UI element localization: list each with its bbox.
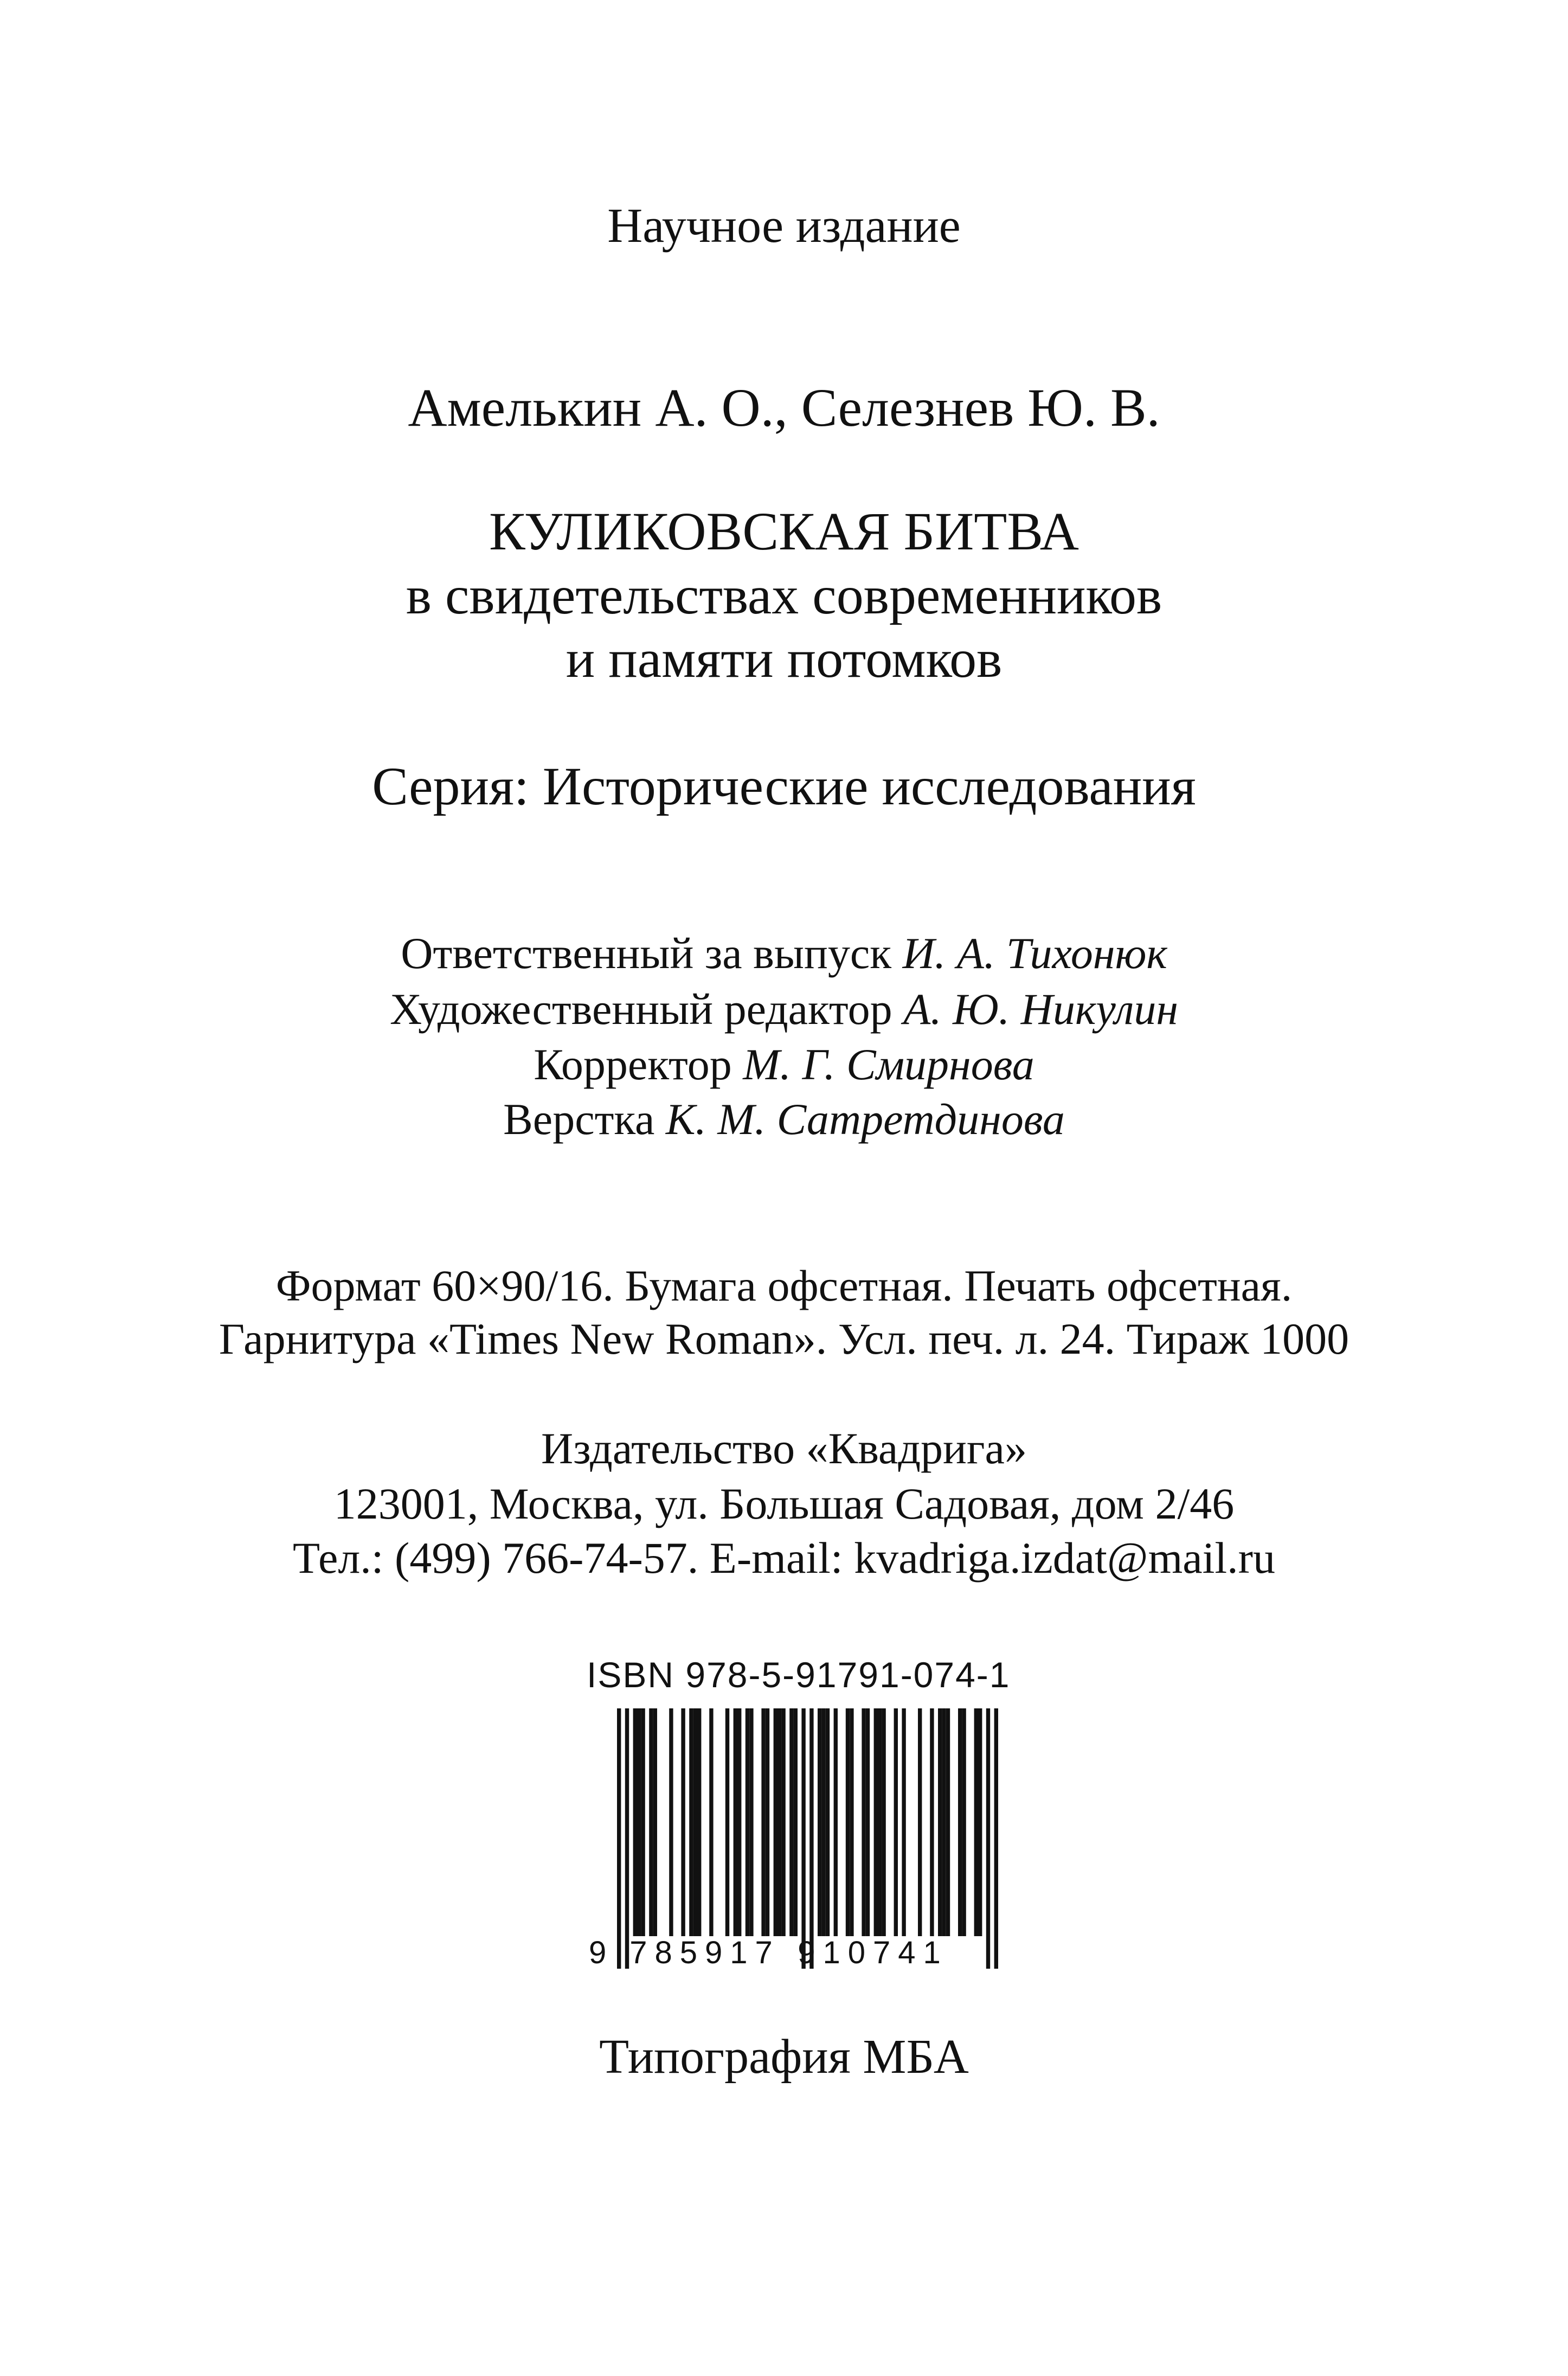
barcode-bar [878, 1708, 882, 1936]
barcode-bar [902, 1708, 905, 1936]
book-subtitle-line2: и памяти потомков [565, 629, 1003, 689]
credit-line [0, 928, 1568, 978]
barcode-bar [789, 1708, 793, 1936]
barcode-bars [617, 1708, 998, 1969]
credit-person: К. М. Сатретдинова [665, 1094, 1065, 1144]
barcode-bar [746, 1708, 749, 1936]
barcode-bar [617, 1708, 621, 1969]
credit-role: Ответственный за выпуск [401, 928, 892, 978]
barcode-left-digits: 785917 [629, 1935, 780, 1970]
barcode-bar [761, 1708, 765, 1936]
print-specs-line2: Гарнитура «Times New Roman». Усл. печ. л. 24. Тираж 1000 [219, 1314, 1349, 1363]
barcode-bar [930, 1708, 934, 1936]
book-title: КУЛИКОВСКАЯ БИТВА [489, 501, 1079, 561]
barcode-bar [737, 1708, 741, 1936]
barcode-bar [862, 1708, 865, 1936]
barcode-bar [974, 1708, 978, 1936]
barcode-bar [801, 1708, 805, 1969]
barcode-bar [826, 1708, 830, 1936]
barcode-bar [894, 1708, 898, 1936]
barcode-bar [942, 1708, 946, 1936]
printer-name: Типография МБА [599, 2030, 969, 2084]
barcode-bar [774, 1708, 777, 1936]
barcode-bar [821, 1708, 825, 1936]
barcode-first-digit: 9 [589, 1935, 607, 1970]
book-subtitle-line1: в свидетельствах современников [406, 565, 1162, 625]
barcode-bar [709, 1708, 713, 1936]
credit-line [0, 984, 1568, 1034]
barcode-bar [946, 1708, 950, 1936]
barcode-bar [794, 1708, 798, 1936]
barcode-bar [781, 1708, 785, 1936]
barcode-bar [725, 1708, 729, 1936]
barcode-bar [818, 1708, 821, 1936]
credit-person: М. Г. Смирнова [743, 1040, 1034, 1089]
barcode-bar [809, 1708, 813, 1969]
barcode-bar [749, 1708, 753, 1936]
barcode-bar [958, 1708, 962, 1936]
barcode-bar [918, 1708, 922, 1936]
credit-role: Художественный редактор [389, 984, 892, 1034]
barcode-bar [962, 1708, 966, 1936]
credit-role: Корректор [534, 1040, 732, 1089]
edition-type: Научное издание [607, 199, 961, 253]
barcode-bar [938, 1708, 942, 1936]
publisher-address: 123001, Москва, ул. Большая Садовая, дом 2/46 [333, 1479, 1235, 1528]
barcode-bar [766, 1708, 769, 1936]
barcode-bar [994, 1708, 998, 1969]
barcode-bar [986, 1708, 990, 1969]
barcode-bar [633, 1708, 637, 1936]
barcode-bar [669, 1708, 673, 1936]
barcode-bar [681, 1708, 685, 1936]
barcode-bar [874, 1708, 878, 1936]
credit-line [0, 1042, 1568, 1087]
series: Серия: Исторические исследования [372, 756, 1196, 816]
barcode-bar [834, 1708, 838, 1936]
credit-person: А. Ю. Никулин [903, 984, 1179, 1034]
barcode-bar [697, 1708, 701, 1936]
barcode-bar [637, 1708, 641, 1936]
barcode-bar [693, 1708, 697, 1936]
publisher-contacts: Тел.: (499) 766-74-57. E-mail: kvadriga.izdat@mail.ru [292, 1533, 1275, 1583]
barcode-bar [641, 1708, 645, 1936]
barcode-right-digits: 910741 [798, 1935, 948, 1970]
barcode-bar [846, 1708, 850, 1936]
barcode-bar [850, 1708, 853, 1936]
credit-line [0, 1094, 1568, 1144]
barcode-bar [882, 1708, 885, 1936]
barcode-bar [866, 1708, 870, 1936]
authors: Амелькин А. О., Селезнев Ю. В. [408, 377, 1160, 438]
barcode-bar [649, 1708, 653, 1936]
barcode-bar [734, 1708, 737, 1936]
isbn-label: ISBN 978-5-91791-074-1 [587, 1655, 1011, 1695]
publisher-name: Издательство «Квадрига» [541, 1424, 1027, 1473]
barcode-bar [978, 1708, 982, 1936]
isbn-barcode [587, 1708, 999, 1980]
print-specs-line1: Формат 60×90/16. Бумага офсетная. Печать офсетная. [275, 1261, 1293, 1310]
barcode-bar [777, 1708, 781, 1936]
credit-role: Верстка [503, 1094, 655, 1144]
barcode-bar [653, 1708, 657, 1936]
barcode-bar [625, 1708, 629, 1969]
barcode-bar [689, 1708, 693, 1936]
credit-person: И. А. Тихонюк [902, 928, 1167, 978]
